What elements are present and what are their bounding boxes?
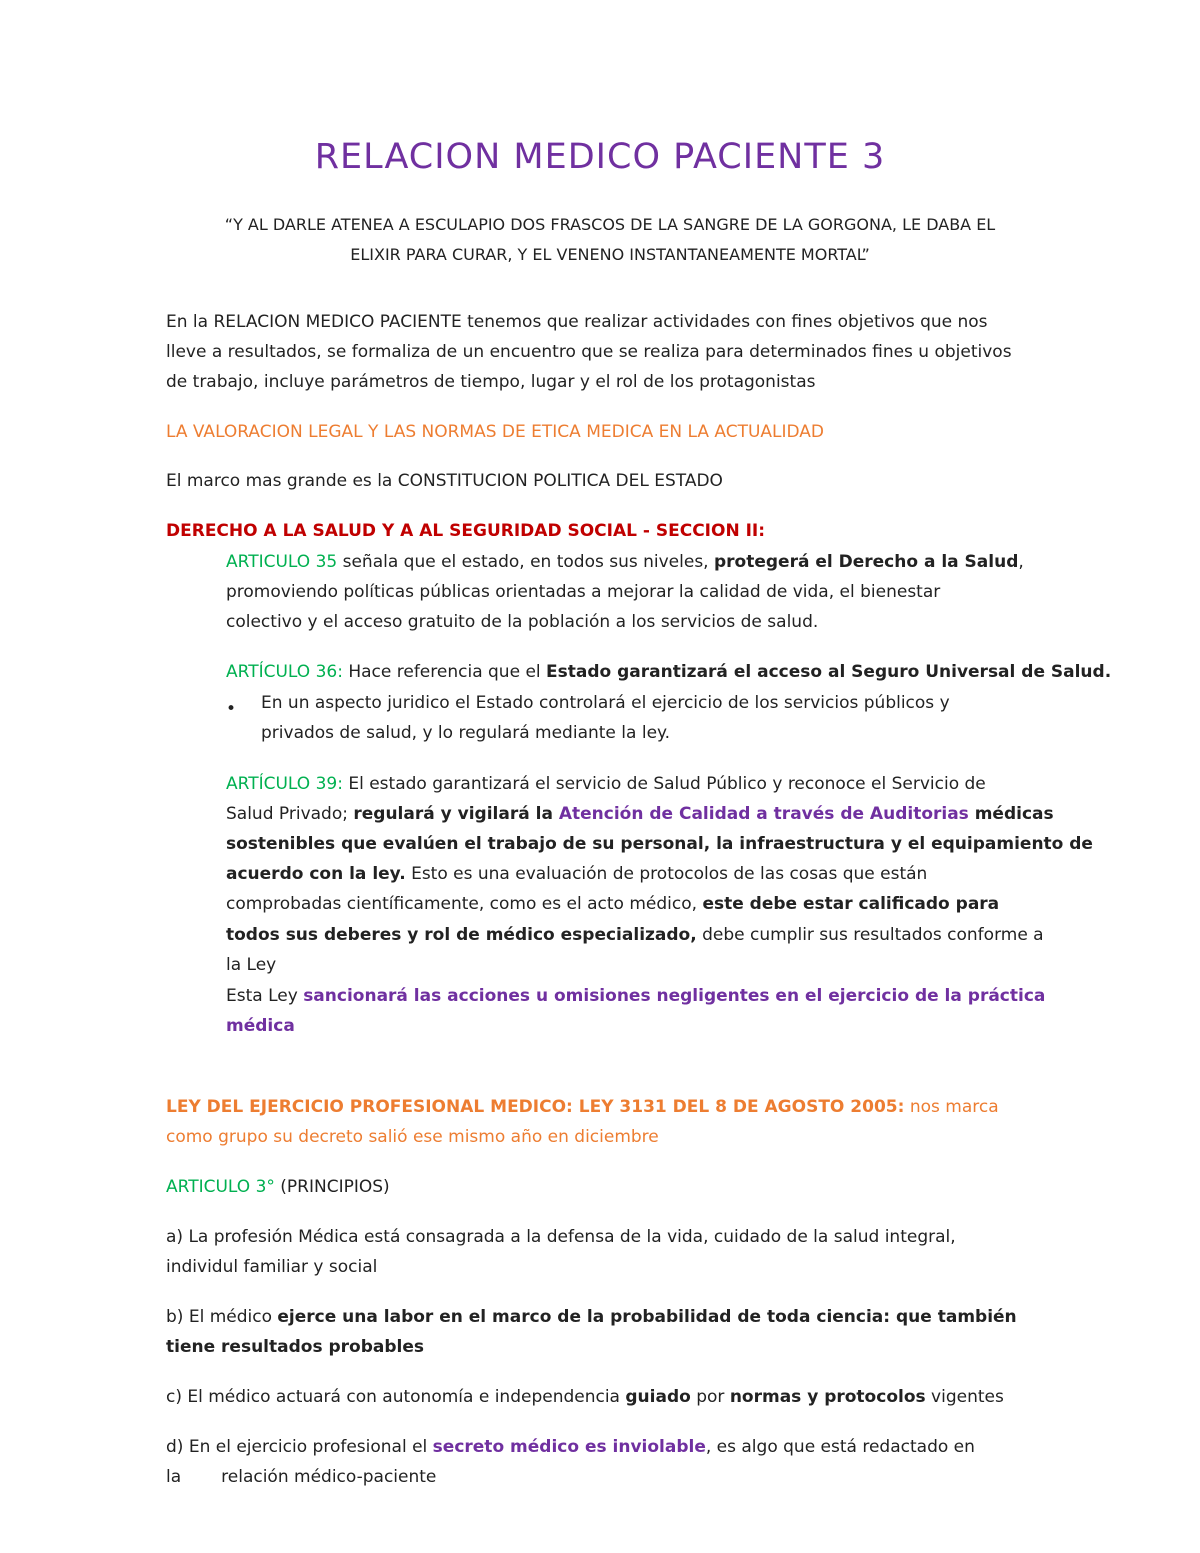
intro-line: de trabajo, incluye parámetros de tiempo, lugar y el rol de los protagonistas [166,372,816,392]
intro-line: lleve a resultados, se formaliza de un encuentro que se realiza para determinados fines u objetivos [166,342,1012,362]
text-run: Salud Privado; [226,804,354,824]
text-run: relación médico-paciente [221,1467,437,1487]
bullet-line: privados de salud, y lo regulará mediante la ley. [261,723,671,743]
text-run: ejerce una labor en el marco de la probabilidad de toda ciencia: que también [277,1307,1017,1327]
text-run: Hace referencia que el [342,662,547,682]
ley-line: como grupo su decreto salió ese mismo año en diciembre [166,1127,659,1147]
principle-d-line [166,1432,975,1462]
text-run: regulará y vigilará la [353,804,559,824]
art39-line [226,981,1045,1011]
text-run: sancionará las acciones u omisiones negligentes en el ejercicio de la práctica [303,986,1046,1006]
text-run: vigentes [925,1387,1004,1407]
text-run: este debe estar calificado para [702,894,1000,914]
bullet-icon: • [226,699,237,719]
document-title: RELACION MEDICO PACIENTE 3 [314,137,886,177]
text-run: médicas [968,804,1054,824]
ley-line [166,1092,999,1122]
art35-line [226,547,1024,577]
art39-line [226,799,1054,829]
valoracion-heading: LA VALORACION LEGAL Y LAS NORMAS DE ETICA MEDICA EN LA ACTUALIDAD [166,422,825,442]
opening-quote [150,210,1070,270]
principle-c-line [166,1382,1004,1412]
text-run: El estado garantizará el servicio de Salud Público y reconoce el Servicio de [342,774,986,794]
art39-line: sostenibles que evalúen el trabajo de su personal, la infraestructura y el equipamiento de [226,834,1093,854]
text-run: la [166,1467,182,1487]
intro-line: En la RELACION MEDICO PACIENTE tenemos que realizar actividades con fines objetivos que nos [166,312,988,332]
text-run: señala que el estado, en todos sus niveles, [337,552,714,572]
text-run: Estado garantizará el acceso al Seguro Universal de Salud. [546,662,1112,682]
text-run: Esta Ley [226,986,304,1006]
text-run: todos sus deberes y rol de médico especializado, [226,925,697,945]
text-run: Atención de Calidad a través de Auditorias [558,804,969,824]
text-run: d) En el ejercicio profesional el [166,1437,433,1457]
text-run: b) El médico [166,1307,278,1327]
text-run: comprobadas científicamente, como es el acto médico, [226,894,703,914]
principle-a-line: a) La profesión Médica está consagrada a la defensa de la vida, cuidado de la salud integral, [166,1227,956,1247]
text-run: , es algo que está redactado en [705,1437,975,1457]
text-run: guiado [625,1387,691,1407]
art39-label: ARTÍCULO 39: [226,774,343,794]
principle-a-line: individul familiar y social [166,1257,378,1277]
art35-line: colectivo y el acceso gratuito de la población a los servicios de salud. [226,612,819,632]
principle-b-line: tiene resultados probables [166,1337,424,1357]
bullet-line: En un aspecto juridico el Estado controlará el ejercicio de los servicios públicos y [261,693,950,713]
art35-line: promoviendo políticas públicas orientadas a mejorar la calidad de vida, el bienestar [226,582,941,602]
text-run: Esto es una evaluación de protocolos de las cosas que están [405,864,928,884]
text-run: normas y protocolos [729,1387,926,1407]
text-run: debe cumplir sus resultados conforme a [696,925,1044,945]
text-run: (PRINCIPIOS) [274,1177,390,1197]
art39-line [226,920,1044,950]
principle-d-line [166,1462,436,1492]
art39-line: la Ley [226,955,277,975]
principle-b-line [166,1302,1017,1332]
quote-line: “Y AL DARLE ATENEA A ESCULAPIO DOS FRASCOS DE LA SANGRE DE LA GORGONA, LE DABA EL [224,215,996,234]
art3-heading [166,1172,390,1202]
text-run: acuerdo con la ley. [226,864,406,884]
art36-label: ARTÍCULO 36: [226,662,343,682]
art39-line: médica [226,1016,295,1036]
text-run: , [1018,552,1024,572]
art39-line [226,769,986,799]
quote-line: ELIXIR PARA CURAR, Y EL VENENO INSTANTANEAMENTE MORTAL” [350,245,870,264]
art36-line [226,657,1111,687]
text-run: por [690,1387,730,1407]
marco-paragraph: El marco mas grande es la CONSTITUCION POLITICA DEL ESTADO [166,471,723,491]
art39-line [226,859,927,889]
art35-label: ARTICULO 35 [226,552,338,572]
text-run: c) El médico actuará con autonomía e independencia [166,1387,626,1407]
text-run: LEY DEL EJERCICIO PROFESIONAL MEDICO: LEY 3131 DEL 8 DE AGOSTO 2005: [166,1097,905,1117]
text-run: nos marca [904,1097,999,1117]
text-run: secreto médico es inviolable [432,1437,706,1457]
text-run: protegerá el Derecho a la Salud [713,552,1019,572]
derecho-heading: DERECHO A LA SALUD Y A AL SEGURIDAD SOCIAL - SECCION II: [166,521,766,541]
art3-label: ARTICULO 3° [166,1177,275,1197]
art39-line [226,889,999,919]
